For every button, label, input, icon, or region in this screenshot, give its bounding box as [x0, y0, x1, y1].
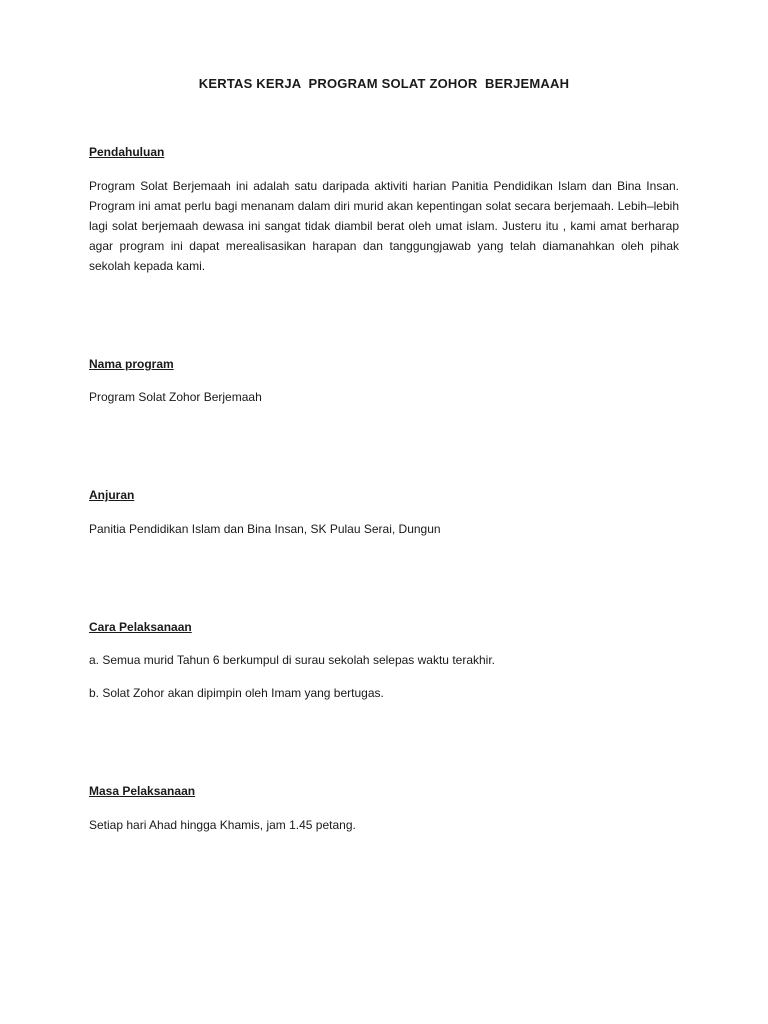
list-item-cara-b: b. Solat Zohor akan dipimpin oleh Imam yang bertugas.: [89, 686, 384, 700]
paragraph-masa-pelaksanaan: Setiap hari Ahad hingga Khamis, jam 1.45 petang.: [89, 818, 356, 832]
heading-pendahuluan: Pendahuluan: [89, 145, 165, 159]
heading-masa-pelaksanaan: Masa Pelaksanaan: [89, 784, 196, 798]
paragraph-pendahuluan: Program Solat Berjemaah ini adalah satu daripada aktiviti harian Panitia Pendidikan Islam dan Bina Insan. Program ini amat perlu bagi menanam dalam diri murid akan kepentingan solat secara berjemaah. Lebih–lebih lagi solat berjemaah dewasa ini sangat tidak diambil berat oleh umat islam. Justeru itu , kami amat berharap agar program ini dapat merealisasikan harapan dan tanggungjawab yang telah diamanahkan oleh pihak sekolah kepada kami.: [89, 179, 679, 273]
paragraph-nama-program: Program Solat Zohor Berjemaah: [89, 390, 262, 404]
heading-nama-program: Nama program: [89, 357, 174, 371]
document-title: KERTAS KERJA PROGRAM SOLAT ZOHOR BERJEMAAH: [198, 76, 570, 91]
list-item-cara-a: a. Semua murid Tahun 6 berkumpul di surau sekolah selepas waktu terakhir.: [89, 653, 496, 667]
heading-cara-pelaksanaan: Cara Pelaksanaan: [89, 620, 192, 634]
heading-anjuran: Anjuran: [89, 488, 135, 502]
paragraph-anjuran: Panitia Pendidikan Islam dan Bina Insan, SK Pulau Serai, Dungun: [89, 522, 441, 536]
